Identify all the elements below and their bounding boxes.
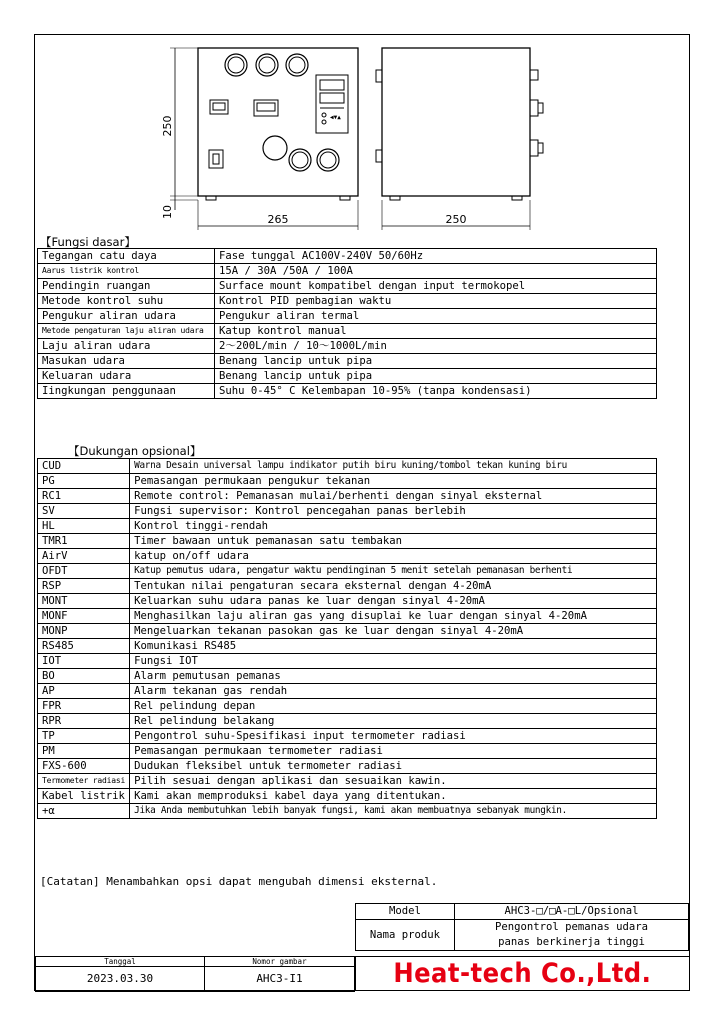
title-block-date — [35, 956, 355, 992]
controller-display-bottom — [320, 93, 344, 103]
row-value: Kami akan memproduksi kabel daya yang ditentukan. — [130, 789, 657, 804]
basic-functions-title: 【Fungsi dasar】 — [40, 235, 136, 249]
row-key: Kabel listrik — [38, 789, 130, 804]
table-row — [38, 294, 657, 309]
table-row — [38, 744, 657, 759]
row-value: Rel pelindung depan — [130, 699, 657, 714]
row-value: Fungsi IOT — [130, 654, 657, 669]
temperature-controller — [316, 75, 348, 133]
date-label: Tanggal — [36, 957, 205, 967]
row-key: Metode pengaturan laju aliran udara — [38, 324, 215, 339]
company-logo — [355, 956, 689, 990]
row-value: Mengeluarkan tekanan pasokan gas ke luar dengan sinyal 4-20mA — [130, 624, 657, 639]
row-key: OFDT — [38, 564, 130, 579]
table-row — [38, 639, 657, 654]
row-value: Dudukan fleksibel untuk termometer radiasi — [130, 759, 657, 774]
row-key: Masukan udara — [38, 354, 215, 369]
row-key: AirV — [38, 549, 130, 564]
row-value: Alarm tekanan gas rendah — [130, 684, 657, 699]
row-value: Suhu 0-45° C Kelembapan 10-95% (tanpa kondensasi) — [215, 384, 657, 399]
pressure-gauge-display — [254, 100, 278, 116]
table-row — [38, 624, 657, 639]
table-row — [38, 549, 657, 564]
push-button-large — [263, 136, 287, 160]
flow-meter-screen — [213, 103, 225, 110]
row-value: 15A / 30A /50A / 100A — [215, 264, 657, 279]
technical-drawing — [150, 40, 570, 240]
table-row — [38, 354, 657, 369]
row-key: Termometer radiasi — [38, 774, 130, 789]
row-value: Katup pemutus udara, pengatur waktu pendinginan 5 menit setelah pemanasan berhenti — [130, 564, 657, 579]
table-row — [38, 684, 657, 699]
basic-functions-table — [37, 248, 657, 399]
table-row — [38, 774, 657, 789]
table-row — [38, 564, 657, 579]
row-key: Keluaran udara — [38, 369, 215, 384]
row-key: Aarus listrik kontrol — [38, 264, 215, 279]
table-row — [38, 264, 657, 279]
table-row — [38, 729, 657, 744]
row-value: Katup kontrol manual — [215, 324, 657, 339]
row-key: RC1 — [38, 489, 130, 504]
row-key: AP — [38, 684, 130, 699]
row-key: Iingkungan penggunaan — [38, 384, 215, 399]
note-text: [Catatan] Menambahkan opsi dapat mengubah dimensi eksternal. — [40, 875, 438, 888]
date-value: 2023.03.30 — [36, 967, 205, 992]
table-row — [38, 579, 657, 594]
table-row — [38, 789, 657, 804]
row-value: Warna Desain universal lampu indikator putih biru kuning/tombol tekan kuning biru — [130, 459, 657, 474]
knob-3-inner — [289, 57, 305, 73]
table-row — [38, 669, 657, 684]
row-key: Tegangan catu daya — [38, 249, 215, 264]
dim-depth: 250 — [445, 213, 467, 226]
row-value: Kontrol PID pembagian waktu — [215, 294, 657, 309]
knob-2-inner — [259, 57, 275, 73]
table-row — [38, 519, 657, 534]
row-value: Timer bawaan untuk pemanasan satu tembakan — [130, 534, 657, 549]
air-inlet-tip — [538, 103, 543, 113]
row-value: Benang lancip untuk pipa — [215, 369, 657, 384]
side-knob-stub — [376, 70, 382, 82]
table-row — [38, 594, 657, 609]
front-view — [198, 48, 358, 196]
side-button-stub — [376, 150, 382, 162]
table-row — [38, 489, 657, 504]
row-value: Surface mount kompatibel dengan input termokopel — [215, 279, 657, 294]
drawing-svg — [150, 40, 570, 240]
row-value: Alarm pemutusan pemanas — [130, 669, 657, 684]
row-key: FXS-600 — [38, 759, 130, 774]
row-value: Pemasangan permukaan pengukur tekanan — [130, 474, 657, 489]
row-value: Pilih sesuai dengan aplikasi dan sesuaikan kawin. — [130, 774, 657, 789]
air-inlet — [530, 100, 538, 116]
table-row — [38, 279, 657, 294]
dim-height: 250 — [161, 115, 174, 137]
table-row — [38, 249, 657, 264]
row-key: SV — [38, 504, 130, 519]
air-outlet — [530, 140, 538, 156]
row-key: Laju aliran udara — [38, 339, 215, 354]
table-row — [38, 384, 657, 399]
row-key: BO — [38, 669, 130, 684]
dim-width: 265 — [267, 213, 289, 226]
table-row — [38, 609, 657, 624]
drawing-number-value: AHC3-I1 — [205, 967, 355, 992]
product-label: Nama produk — [356, 920, 455, 951]
row-key: MONP — [38, 624, 130, 639]
row-value: Remote control: Pemanasan mulai/berhenti dengan sinyal eksternal — [130, 489, 657, 504]
controller-display-top — [320, 80, 344, 90]
power-switch — [209, 150, 223, 168]
row-key: HL — [38, 519, 130, 534]
row-value: Pengontrol suhu-Spesifikasi input termometer radiasi — [130, 729, 657, 744]
row-key: Pendingin ruangan — [38, 279, 215, 294]
table-row — [38, 714, 657, 729]
row-key: FPR — [38, 699, 130, 714]
options-title: 【Dukungan opsional】 — [68, 444, 202, 458]
controller-led-1 — [322, 113, 326, 117]
options-table — [37, 458, 657, 819]
table-row — [38, 804, 657, 819]
dim-base: 10 — [161, 205, 174, 219]
row-key: Pengukur aliran udara — [38, 309, 215, 324]
row-key: IOT — [38, 654, 130, 669]
side-view — [382, 48, 530, 196]
table-row — [38, 369, 657, 384]
row-key: +α — [38, 804, 130, 819]
row-value: Pemasangan permukaan termometer radiasi — [130, 744, 657, 759]
knob-1-inner — [228, 57, 244, 73]
row-value: Keluarkan suhu udara panas ke luar dengan sinyal 4-20mA — [130, 594, 657, 609]
row-value: Jika Anda membutuhkan lebih banyak fungsi, kami akan membuatnya sebanyak mungkin. — [130, 804, 657, 819]
air-outlet-tip — [538, 143, 543, 153]
row-key: RPR — [38, 714, 130, 729]
row-value: katup on/off udara — [130, 549, 657, 564]
row-key: PM — [38, 744, 130, 759]
controller-keys: ◀▼▲ — [330, 114, 341, 121]
product-line-2: panas berkinerja tinggi — [455, 935, 689, 951]
row-key: MONT — [38, 594, 130, 609]
row-value: Benang lancip untuk pipa — [215, 354, 657, 369]
row-value: Kontrol tinggi-rendah — [130, 519, 657, 534]
row-value: 2～200L/min / 10～1000L/min — [215, 339, 657, 354]
row-value: Tentukan nilai pengaturan secara eksternal dengan 4-20mA — [130, 579, 657, 594]
push-button-1-inner — [292, 152, 308, 168]
power-switch-toggle — [213, 154, 219, 164]
table-row — [38, 339, 657, 354]
push-button-2-inner — [320, 152, 336, 168]
table-row — [38, 459, 657, 474]
company-name: Heat-tech Co.,Ltd. — [393, 958, 652, 989]
model-label: Model — [356, 904, 455, 920]
table-row — [38, 474, 657, 489]
row-value: Menghasilkan laju aliran gas yang disuplai ke luar dengan sinyal 4-20mA — [130, 609, 657, 624]
model-value: AHC3-□/□A-□L/Opsional — [455, 904, 689, 920]
row-value: Fase tunggal AC100V-240V 50/60Hz — [215, 249, 657, 264]
title-block-model — [355, 903, 689, 951]
row-value: Fungsi supervisor: Kontrol pencegahan panas berlebih — [130, 504, 657, 519]
row-value: Komunikasi RS485 — [130, 639, 657, 654]
row-value: Pengukur aliran termal — [215, 309, 657, 324]
table-row — [38, 534, 657, 549]
row-value: Rel pelindung belakang — [130, 714, 657, 729]
table-row — [38, 759, 657, 774]
table-row — [38, 504, 657, 519]
table-row — [38, 699, 657, 714]
row-key: TP — [38, 729, 130, 744]
row-key: RSP — [38, 579, 130, 594]
row-key: RS485 — [38, 639, 130, 654]
table-row — [38, 654, 657, 669]
pressure-gauge-screen — [257, 103, 275, 111]
drawing-number-label: Nomor gambar — [205, 957, 355, 967]
row-key: PG — [38, 474, 130, 489]
row-key: Metode kontrol suhu — [38, 294, 215, 309]
row-key: TMR1 — [38, 534, 130, 549]
controller-led-2 — [322, 120, 326, 124]
row-key: CUD — [38, 459, 130, 474]
table-row — [38, 309, 657, 324]
table-row — [38, 324, 657, 339]
row-key: MONF — [38, 609, 130, 624]
air-fitting-top — [530, 70, 538, 80]
product-line-1: Pengontrol pemanas udara — [455, 920, 689, 936]
